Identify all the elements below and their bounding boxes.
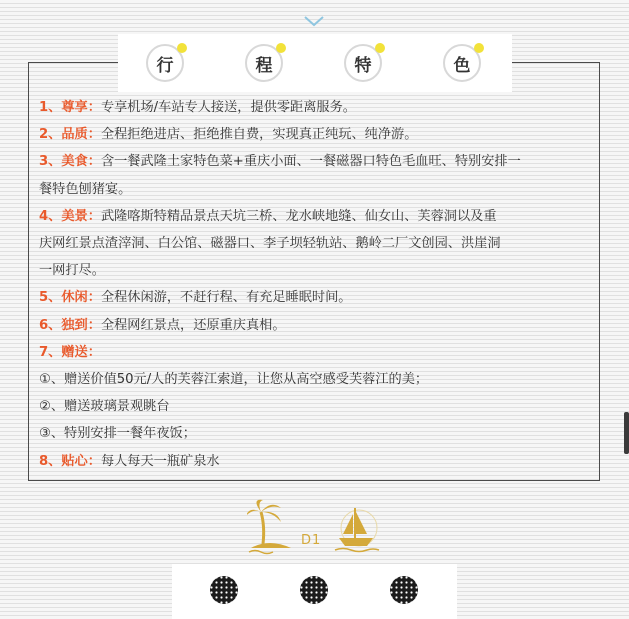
title-char-text: 色 — [453, 55, 471, 76]
scrollbar-thumb[interactable] — [624, 412, 629, 454]
feature-list — [39, 94, 595, 475]
list-item — [39, 339, 595, 366]
list-item — [39, 448, 595, 475]
list-item — [39, 176, 595, 203]
item-text: 含一餐武隆土家特色菜+重庆小面、一餐磁器口特色毛血旺、特别安排一 — [100, 154, 521, 170]
item-text: ①、赠送价值50元/人的芙蓉江索道，让您从高空感受芙蓉江的美； — [39, 372, 429, 388]
item-text: 全程拒绝进店、拒绝推自费，实现真正纯玩、纯净游。 — [100, 127, 418, 143]
yellow-dot-icon — [375, 43, 385, 53]
item-label: 4、美景： — [39, 208, 101, 224]
title-char-2 — [245, 44, 283, 82]
title-char-4 — [443, 44, 481, 82]
title-char-1 — [146, 44, 184, 82]
item-text: 全程网红景点，还原重庆真相。 — [100, 317, 286, 333]
list-item — [39, 393, 595, 420]
chevron-down-icon — [303, 15, 325, 27]
dotted-ball-icon — [389, 575, 419, 605]
item-text: 武隆喀斯特精品景点天坑三桥、龙水峡地缝、仙女山、芙蓉洞以及重 — [100, 208, 497, 224]
list-item — [39, 284, 595, 311]
day-badge: D1 — [301, 533, 322, 548]
item-text: 一网打尽。 — [39, 263, 105, 279]
list-item — [39, 420, 595, 447]
item-label: 6、独到： — [39, 317, 101, 333]
item-text: ③、特别安排一餐年夜饭； — [39, 426, 196, 442]
title-char-text: 行 — [156, 55, 174, 76]
item-label: 5、休闲： — [39, 290, 101, 306]
dotted-ball-icon — [209, 575, 239, 605]
title-char-text: 程 — [255, 55, 273, 76]
item-label: 7、赠送： — [39, 344, 101, 360]
item-label: 2、品质： — [39, 127, 101, 143]
item-text: 专享机场/车站专人接送，提供零距离服务。 — [100, 100, 356, 115]
item-text: 每人每天一瓶矿泉水 — [100, 453, 220, 469]
title-char-3 — [344, 44, 382, 82]
yellow-dot-icon — [474, 43, 484, 53]
item-label: 8、贴心： — [39, 453, 101, 469]
item-label: 3、美食： — [39, 154, 101, 170]
item-text: 全程休闲游，不赶行程、有充足睡眠时间。 — [100, 290, 352, 306]
list-item — [39, 366, 595, 393]
item-label: 1、尊享： — [39, 100, 101, 115]
list-item — [39, 312, 595, 339]
list-item — [39, 230, 595, 257]
title-char-text: 特 — [354, 55, 372, 76]
yellow-dot-icon — [177, 43, 187, 53]
item-text: ②、赠送玻璃景观眺台 — [39, 399, 170, 415]
dotted-ball-icon — [299, 575, 329, 605]
list-item — [39, 121, 595, 148]
list-item — [39, 257, 595, 284]
list-item — [39, 94, 595, 121]
list-item — [39, 203, 595, 230]
list-item — [39, 148, 595, 175]
item-text: 庆网红景点渣滓洞、白公馆、磁器口、李子坝轻轨站、鹅岭二厂文创园、洪崖洞 — [39, 236, 501, 252]
yellow-dot-icon — [276, 43, 286, 53]
item-text: 餐特色刨猪宴。 — [39, 181, 132, 197]
